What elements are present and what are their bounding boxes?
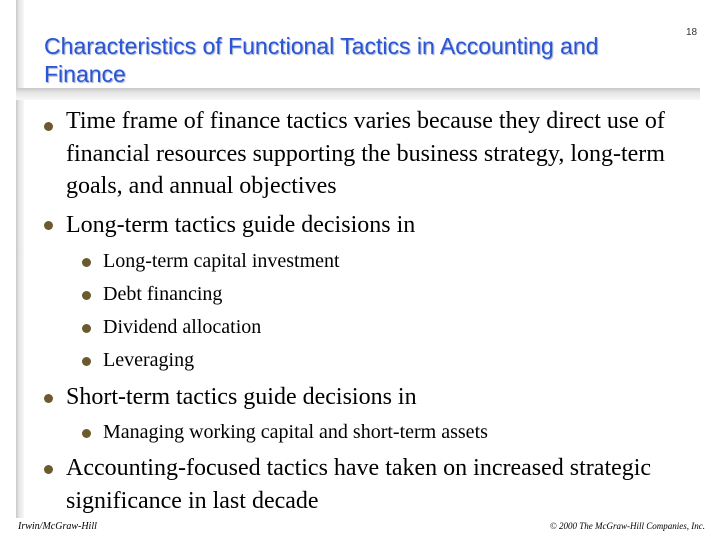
bullet-accounting-focused: Accounting-focused tactics have taken on increased strategic significance in last decade bbox=[66, 455, 652, 514]
slide-title: Characteristics of Functional Tactics in Accounting and Finance bbox=[44, 33, 599, 87]
sub-bullet-icon bbox=[82, 357, 91, 366]
bullet-icon bbox=[44, 221, 53, 230]
bullet-long-term-tactics: Long-term tactics guide decisions in bbox=[66, 212, 416, 238]
sub-bullet-icon bbox=[82, 429, 91, 438]
bullet-icon bbox=[44, 465, 53, 474]
vertical-divider bbox=[16, 0, 24, 540]
publisher-footer: Irwin/McGraw-Hill bbox=[18, 521, 97, 532]
sub-bullet-debt-financing: Debt financing bbox=[103, 283, 223, 305]
bullet-icon bbox=[44, 122, 53, 131]
bullet-short-term-tactics: Short-term tactics guide decisions in bbox=[66, 384, 417, 410]
page-number: 18 bbox=[686, 27, 698, 38]
sub-bullet-icon bbox=[82, 258, 91, 267]
copyright-footer: © 2000 The McGraw-Hill Companies, Inc. bbox=[549, 521, 705, 531]
bullet-icon bbox=[44, 394, 53, 403]
sub-bullet-icon bbox=[82, 291, 91, 300]
sub-bullet-leveraging: Leveraging bbox=[103, 349, 195, 371]
title-divider bbox=[16, 88, 700, 100]
sub-bullet-dividend-allocation: Dividend allocation bbox=[103, 316, 262, 338]
sub-bullet-working-capital: Managing working capital and short-term assets bbox=[103, 421, 488, 443]
bullet-time-frame: Time frame of finance tactics varies because they direct use of financial resources supporting the business strategy, long-term goals, and annual objectives bbox=[66, 108, 665, 199]
sub-bullet-capital-investment: Long-term capital investment bbox=[103, 250, 340, 272]
sub-bullet-icon bbox=[82, 324, 91, 333]
